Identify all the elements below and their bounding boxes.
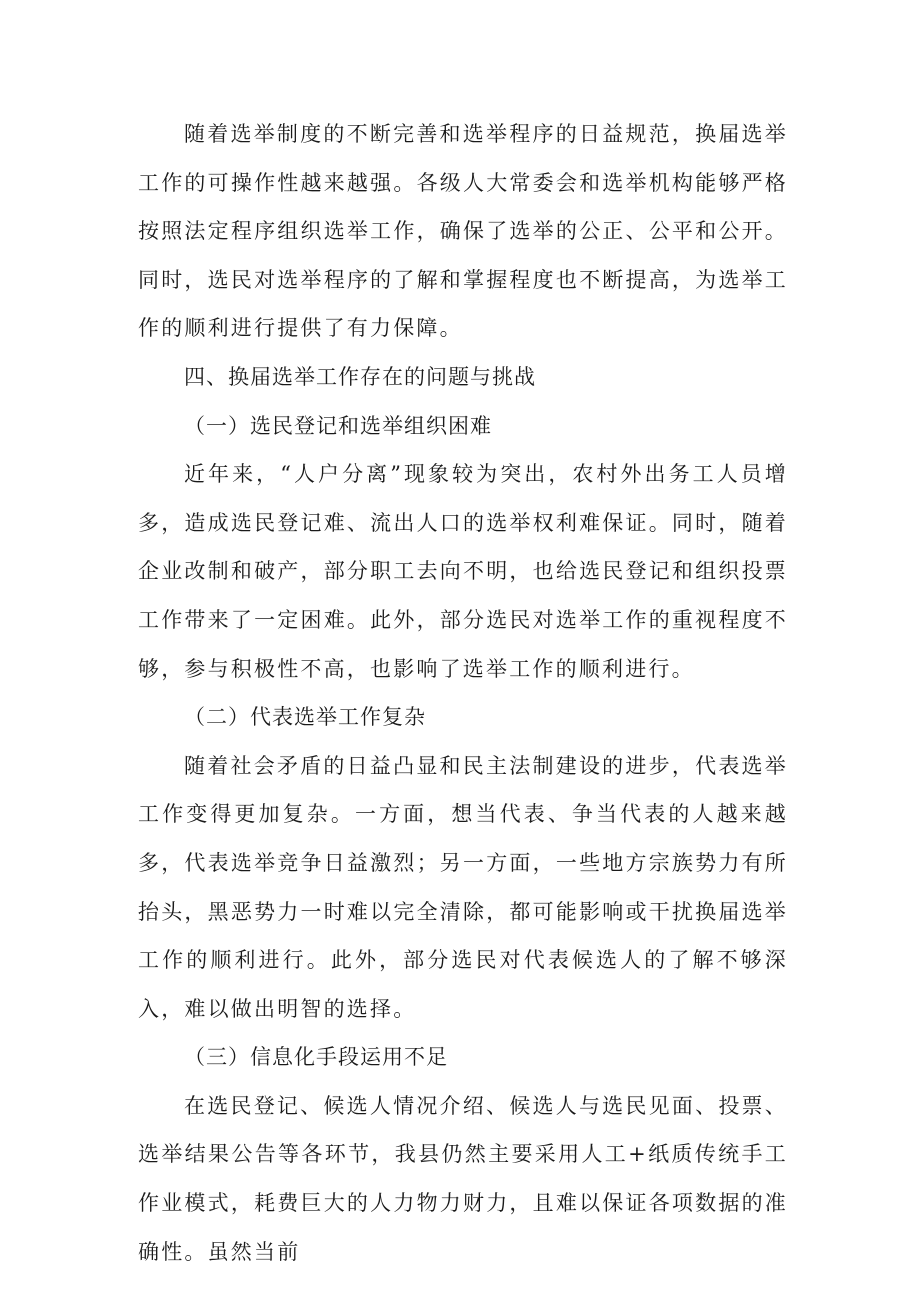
paragraph-informatization: 在选民登记、候选人情况介绍、候选人与选民见面、投票、选举结果公告等各环节，我县仍然主要采用人工+纸质传统手工作业模式，耗费巨大的人力物力财力，且难以保证各项数据的准确性。虽然当前: [138, 1093, 788, 1264]
document-body: [138, 110, 788, 1276]
paragraph-representative-election: 随着社会矛盾的日益凸显和民主法制建设的进步，代表选举工作变得更加复杂。一方面，想当代表、争当代表的人越来越多，代表选举竞争日益激烈；另一方面，一些地方宗族势力有所抬头，黑恶势力一时难以完全清除，都可能影响或干扰换届选举工作的顺利进行。此外，部分选民对代表候选人的了解不够深入，难以做出明智的选择。: [138, 753, 788, 1021]
subsection-heading-representative-election: （二）代表选举工作复杂: [184, 705, 426, 730]
paragraph-voter-registration: 近年来，“人户分离”现象较为突出，农村外出务工人员增多，造成选民登记难、流出人口的选举权利难保证。同时，随着企业改制和破产，部分职工去向不明，也给选民登记和组织投票工作带来了一定困难。此外，部分选民对选举工作的重视程度不够，参与积极性不高，也影响了选举工作的顺利进行。: [138, 462, 788, 681]
paragraph-election-procedure: 随着选举制度的不断完善和选举程序的日益规范，换届选举工作的可操作性越来越强。各级人大常委会和选举机构能够严格按照法定程序组织选举工作，确保了选举的公正、公平和公开。同时，选民对选举程序的了解和掌握程度也不断提高，为选举工作的顺利进行提供了有力保障。: [138, 122, 788, 341]
section-heading-problems: 四、换届选举工作存在的问题与挑战: [184, 364, 536, 389]
subsection-heading-voter-registration: （一）选民登记和选举组织困难: [184, 413, 492, 438]
subsection-heading-informatization: （三）信息化手段运用不足: [184, 1045, 448, 1070]
